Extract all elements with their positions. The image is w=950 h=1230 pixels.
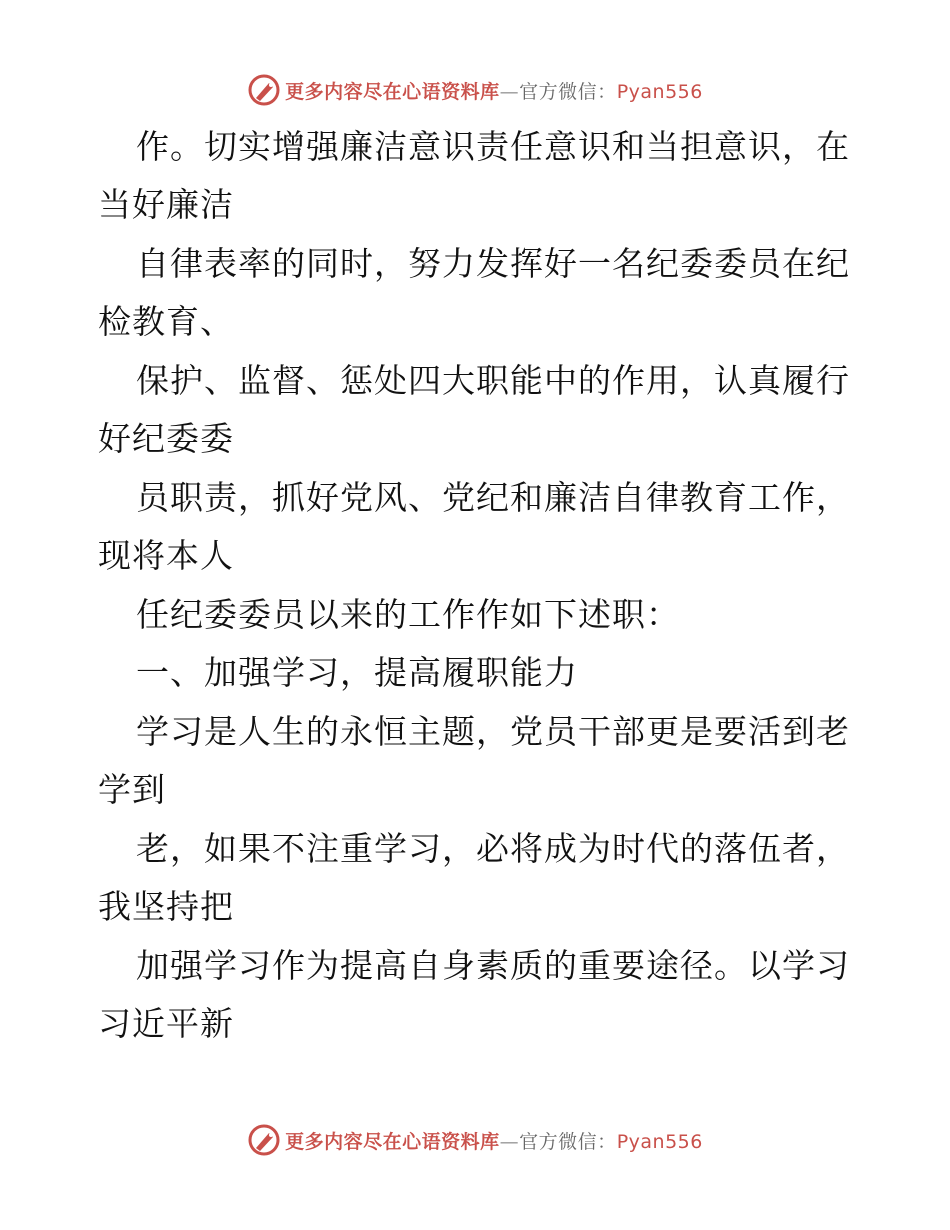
body-line: 学到 [98, 770, 166, 809]
section-heading: 一、加强学习，提高履职能力 [136, 653, 578, 692]
body-line: 作。切实增强廉洁意识责任意识和当担意识，在 [136, 127, 850, 166]
watermark-weixin-id: Pyan556 [616, 1130, 703, 1153]
watermark-weixin-label: 官方微信： [519, 80, 617, 103]
watermark-main: 更多内容尽在心语资料库 [285, 1130, 500, 1153]
body-line: 现将本人 [98, 536, 234, 575]
watermark-weixin-label: 官方微信： [519, 1130, 617, 1153]
body-line: 好纪委委 [98, 419, 234, 458]
body-line: 我坚持把 [98, 887, 234, 926]
body-line: 学习是人生的永恒主题，党员干部更是要活到老 [136, 712, 850, 751]
body-line: 检教育、 [98, 302, 234, 341]
body-line: 任纪委委员以来的工作作如下述职： [136, 595, 680, 634]
footer-watermark [0, 1120, 950, 1160]
pen-logo-icon [247, 1123, 281, 1157]
body-line: 习近平新 [98, 1004, 234, 1043]
body-line: 老，如果不注重学习，必将成为时代的落伍者， [136, 829, 850, 868]
body-line: 当好廉洁 [98, 185, 234, 224]
watermark-separator: — [499, 80, 520, 103]
body-line: 自律表率的同时，努力发挥好一名纪委委员在纪 [136, 244, 850, 283]
watermark-text [285, 77, 703, 104]
header-watermark [0, 70, 950, 110]
body-line: 保护、监督、惩处四大职能中的作用，认真履行 [136, 361, 850, 400]
watermark-weixin-id: Pyan556 [616, 80, 703, 103]
body-line: 加强学习作为提高自身素质的重要途径。以学习 [136, 946, 850, 985]
watermark-main: 更多内容尽在心语资料库 [285, 80, 500, 103]
watermark-separator: — [499, 1130, 520, 1153]
watermark-text [285, 1127, 703, 1154]
pen-logo-icon [247, 73, 281, 107]
body-line: 员职责，抓好党风、党纪和廉洁自律教育工作， [136, 478, 850, 517]
